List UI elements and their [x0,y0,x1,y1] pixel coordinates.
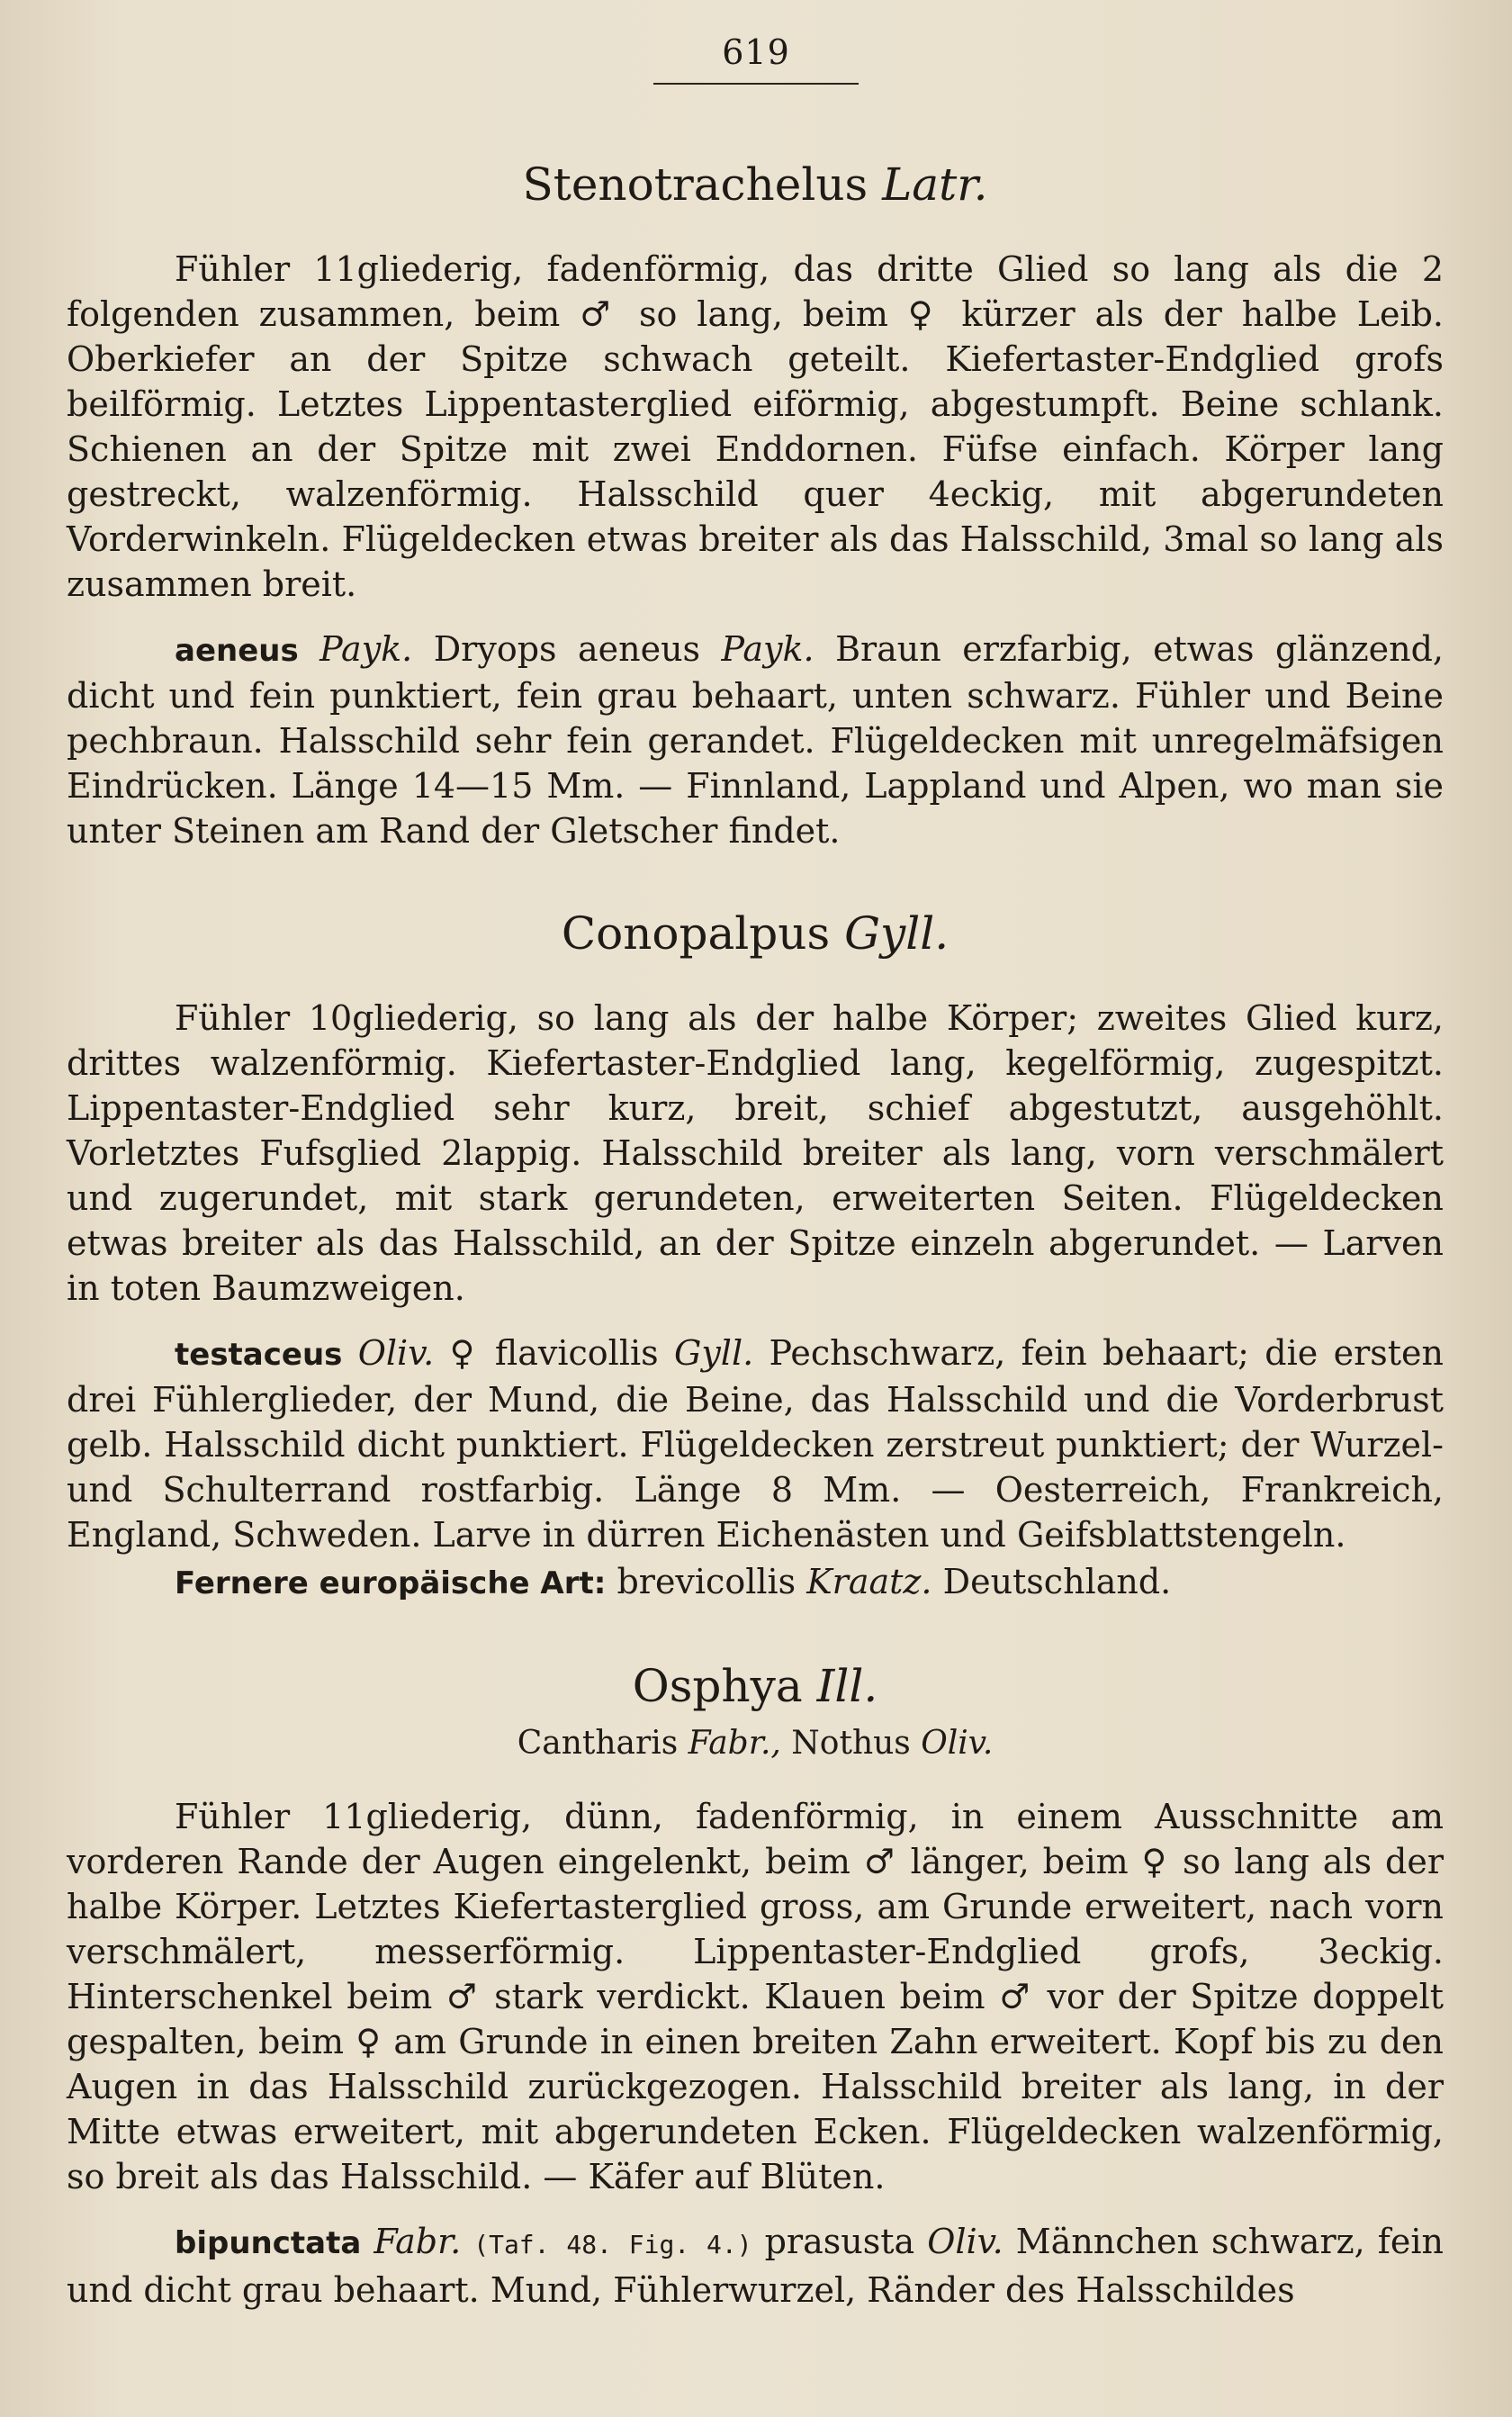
header-rule [653,83,859,85]
note-author: Kraatz. [806,1562,932,1601]
genus-heading-stenotrachelus [67,158,1444,211]
species-author: Oliv. [357,1333,435,1373]
species-author: Payk. [320,629,413,669]
genus-description: Fühler 11gliederig, dünn, fadenförmig, in einem Ausschnitte am vorderen Rande der Augen eingelenkt, beim ♂ länger, beim ♀ so lang als der halbe Körper. Letztes Kiefertasterglied gross, am Grunde erweitert, nach vorn verschmälert, messerförmig. Lippentaster-Endglied grofs, 3eckig. Hinterschenkel beim ♂ stark verdickt. Klauen beim ♂ vor der Spitze doppelt gespalten, beim ♀ am Grunde in einen breiten Zahn erweitert. Kopf bis zu den Augen in das Halsschild zurückgezogen. Halsschild breiter als lang, in der Mitte etwas erweitert, mit abgerundeten Ecken. Flügeldecken walzenförmig, so breit als das Halsschild. — Käfer auf Blüten. [67,1797,1444,2196]
species-synonym: prasusta [764,2222,915,2261]
page-header [0,32,1512,85]
section-gap [67,853,1444,907]
genus-description: Fühler 10gliederig, so lang als der halbe Körper; zweites Glied kurz, drittes walzenförmig. Kiefertaster-Endglied lang, kegelförmig, zugespitzt. Lippentaster-Endglied sehr kurz, breit, schief abgestutzt, ausgehöhlt. Vorletztes Fufsglied 2lappig. Halsschild breiter als lang, vorn verschmälert und zugerundet, mit stark gerundeten, erweiterten Seiten. Flügeldecken etwas breiter als das Halsschild, an der Spitze einzeln abgerundet. — Larven in toten Baumzweigen. [67,998,1444,1308]
note-species: brevicollis [616,1562,796,1601]
genus-synonym: Nothus [791,1725,911,1762]
genus-description: Fühler 11gliederig, fadenförmig, das dritte Glied so lang als die 2 folgenden zusammen, beim ♂ so lang, beim ♀ kürzer als der halbe Leib. Oberkiefer an der Spitze schwach geteilt. Kiefertaster-Endglied grofs beilförmig. Letztes Lippentasterglied eiförmig, abgestumpft. Beine schlank. Schienen an der Spitze mit zwei Enddornen. Füfse einfach. Körper lang gestreckt, walzenförmig. Halsschild quer 4eckig, mit abgerundeten Vorderwinkeln. Flügeldecken etwas breiter als das Halsschild, 3mal so lang als zusammen breit. [67,249,1444,604]
genus-synonym-author: Oliv. [921,1725,994,1762]
species-synonym: Dryops aeneus [433,629,701,669]
species-text: Männchen schwarz, fein und dicht grau behaart. Mund, Fühlerwurzel, Ränder des Halsschildes [67,2222,1444,2310]
species-text: Braun erzfarbig, etwas glänzend, dicht und fein punktiert, fein grau behaart, unten schwarz. Fühler und Beine pechbraun. Halsschild sehr fein gerandet. Flügeldecken mit unregelmäfsigen Eindrücken. Länge 14—15 Mm. — Finnland, Lappland und Alpen, wo man sie unter Steinen am Rand der Gletscher findet. [67,629,1444,851]
synonym-author: Oliv. [927,2222,1004,2261]
species-entry-aeneus [67,627,1444,853]
species-author: Fabr. [374,2222,462,2261]
genus-name: Conopalpus [561,907,831,960]
species-name: testaceus [175,1337,343,1373]
plate-reference: (Taf. 48. Fig. 4.) [473,2230,752,2259]
page-body [67,158,1444,2313]
genus-heading-conopalpus [67,907,1444,960]
species-name: aeneus [175,633,299,669]
species-entry-testaceus [67,1330,1444,1557]
genus-synonym-author: Fabr., [688,1725,781,1762]
species-entry-bipunctata [67,2219,1444,2313]
species-synonym: ♀ flavicollis [449,1333,659,1373]
species-text: Pechschwarz, fein behaart; die ersten drei Fühlerglieder, der Mund, die Beine, das Halsschild und die Vorderbrust gelb. Halsschild dicht punktiert. Flügeldecken zerstreut punktiert; der Wurzel- und Schulterrand rostfarbig. Länge 8 Mm. — Oesterreich, Frankreich, England, Schweden. Larve in dürren Eichenästen und Geifsblattstengeln. [67,1333,1444,1555]
further-species-note [67,1559,1444,1606]
genus-synonym: Cantharis [517,1725,679,1762]
note-locality: Deutschland. [942,1562,1172,1601]
genus-author: Gyll. [844,907,950,960]
section-gap [67,1606,1444,1660]
genus-synonyms [67,1725,1444,1762]
genus-name: Osphya [632,1660,803,1712]
species-name: bipunctata [175,2225,362,2261]
synonym-author: Gyll. [673,1333,754,1373]
genus-author: Latr. [882,158,988,211]
genus-heading-osphya [67,1660,1444,1712]
genus-name: Stenotrachelus [522,158,868,211]
synonym-author: Payk. [721,629,814,669]
note-label: Fernere europäische Art: [175,1565,607,1601]
page-number: 619 [722,32,790,72]
genus-author: Ill. [816,1660,878,1712]
